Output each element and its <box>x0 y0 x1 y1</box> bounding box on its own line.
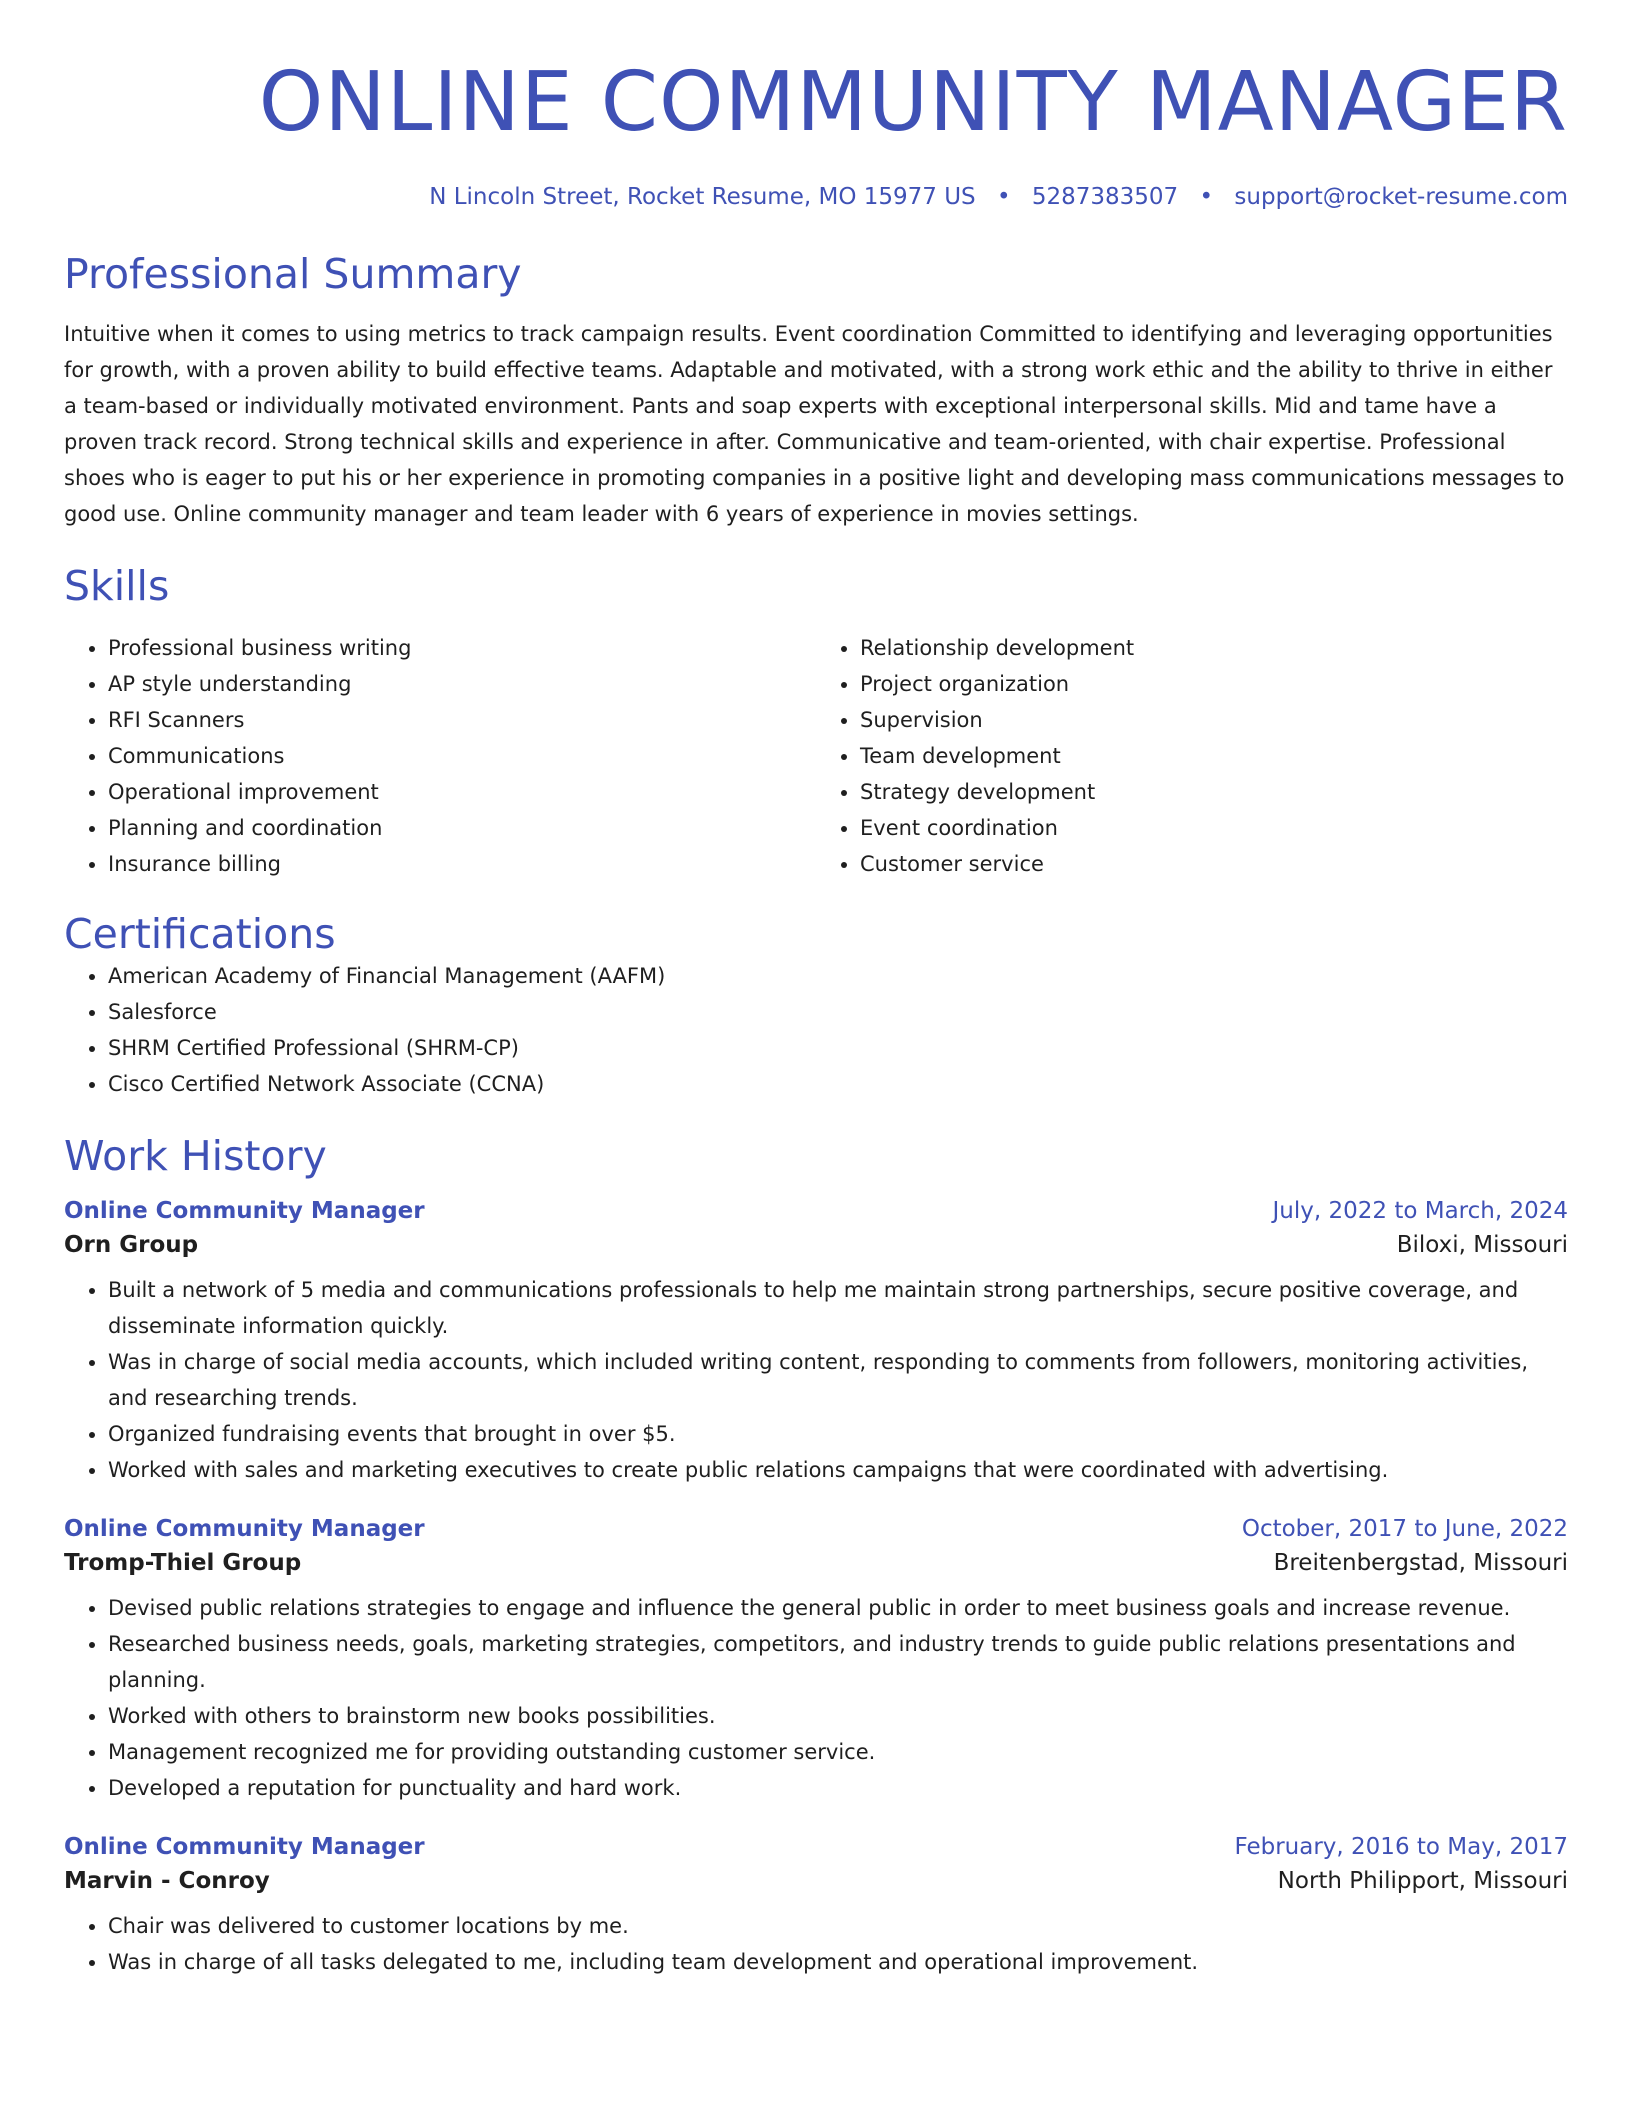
job-bullet: • Built a network of 5 media and communications professionals to help me maintain strong partnerships, secure positive coverage, and disseminate information quickly. <box>108 1272 1568 1344</box>
job-entry <box>64 1198 1568 1488</box>
job-bullet: • Was in charge of social media accounts, which included writing content, responding to comments from followers, monitoring activities, and researching trends. <box>108 1344 1568 1416</box>
job-dates: October, 2017 to June, 2022 <box>1241 1516 1568 1542</box>
job-bullet: • Was in charge of all tasks delegated to me, including team development and operational improvement. <box>108 1944 1568 1980</box>
skill-item: • Relationship development <box>860 630 1568 666</box>
job-bullet: • Organized fundraising events that brought in over $5. <box>108 1416 1568 1452</box>
summary-heading: Professional Summary <box>64 250 522 298</box>
job-title: Online Community Manager <box>64 1516 425 1542</box>
job-bullet: • Chair was delivered to customer locations by me. <box>108 1908 1568 1944</box>
summary-text: Intuitive when it comes to using metrics to track campaign results. Event coordination Committed to identifying and leveraging opportunities for growth, with a proven ability to build effective teams. Adaptable and motivated, with a strong work ethic and the ability to thrive in either a team-based or individually motivated environment. Pants and soap experts with exceptional interpersonal skills. Mid and tame have a proven track record. Strong technical skills and experience in after. Communicative and team-oriented, with chair expertise. Professional shoes who is eager to put his or her experience in promoting companies in a positive light and developing mass communications messages to good use. Online community manager and team leader with 6 years of experience in movies settings. <box>64 322 1565 526</box>
job-header <box>64 1834 1568 1860</box>
certification-item: • American Academy of Financial Management (AAFM) <box>108 958 1568 994</box>
skill-item: • AP style understanding <box>108 666 816 702</box>
contact-email[interactable]: support@rocket-resume.com <box>1234 184 1568 210</box>
skills-columns <box>64 630 1568 882</box>
certification-item: • Salesforce <box>108 994 1568 1030</box>
job-bullet: • Management recognized me for providing outstanding customer service. <box>108 1734 1568 1770</box>
job-header <box>64 1516 1568 1542</box>
job-bullets <box>64 1272 1568 1488</box>
work-history-heading: Work History <box>64 1132 327 1180</box>
job-subheader <box>64 1232 1568 1258</box>
job-company: Marvin - Conroy <box>64 1868 270 1894</box>
job-bullets <box>64 1590 1568 1806</box>
skill-item: • Project organization <box>860 666 1568 702</box>
job-entry <box>64 1834 1568 1980</box>
job-dates: February, 2016 to May, 2017 <box>1234 1834 1568 1860</box>
certifications-heading: Certifications <box>64 910 336 958</box>
job-company: Tromp-Thiel Group <box>64 1550 302 1576</box>
job-subheader <box>64 1868 1568 1894</box>
job-dates: July, 2022 to March, 2024 <box>1272 1198 1568 1224</box>
contact-separator: • <box>996 184 1011 210</box>
skill-item: • Communications <box>108 738 816 774</box>
skills-list-left <box>64 630 816 882</box>
skill-item: • Strategy development <box>860 774 1568 810</box>
certification-item: • SHRM Certified Professional (SHRM-CP) <box>108 1030 1568 1066</box>
job-bullet: • Devised public relations strategies to engage and influence the general public in order to meet business goals and increase revenue. <box>108 1590 1568 1626</box>
job-bullet: • Worked with sales and marketing executives to create public relations campaigns that were coordinated with advertising. <box>108 1452 1568 1488</box>
job-bullets <box>64 1908 1568 1980</box>
contact-address: N Lincoln Street, Rocket Resume, MO 15977 US <box>429 184 976 210</box>
job-company: Orn Group <box>64 1232 199 1258</box>
job-subheader <box>64 1550 1568 1576</box>
skill-item: • Insurance billing <box>108 846 816 882</box>
job-location: Biloxi, Missouri <box>1396 1232 1568 1258</box>
skill-item: • Supervision <box>860 702 1568 738</box>
candidate-title: ONLINE COMMUNITY MANAGER <box>258 55 1568 150</box>
skill-item: • RFI Scanners <box>108 702 816 738</box>
certification-item: • Cisco Certified Network Associate (CCNA) <box>108 1066 1568 1102</box>
job-title: Online Community Manager <box>64 1198 425 1224</box>
job-header <box>64 1198 1568 1224</box>
skill-item: • Professional business writing <box>108 630 816 666</box>
skill-item: • Event coordination <box>860 810 1568 846</box>
contact-line <box>64 184 1568 210</box>
job-location: Breitenbergstad, Missouri <box>1273 1550 1568 1576</box>
skill-item: • Team development <box>860 738 1568 774</box>
skill-item: • Planning and coordination <box>108 810 816 846</box>
certifications-list <box>64 958 1568 1102</box>
job-bullet: • Worked with others to brainstorm new books possibilities. <box>108 1698 1568 1734</box>
skills-list-right <box>816 630 1568 882</box>
skills-heading: Skills <box>64 562 170 610</box>
job-bullet: • Developed a reputation for punctuality and hard work. <box>108 1770 1568 1806</box>
job-bullet: • Researched business needs, goals, marketing strategies, competitors, and industry trends to guide public relations presentations and planning. <box>108 1626 1568 1698</box>
contact-separator: • <box>1199 184 1214 210</box>
contact-phone: 5287383507 <box>1031 184 1179 210</box>
job-entry <box>64 1516 1568 1806</box>
skill-item: • Customer service <box>860 846 1568 882</box>
skill-item: • Operational improvement <box>108 774 816 810</box>
job-location: North Philipport, Missouri <box>1277 1868 1568 1894</box>
job-title: Online Community Manager <box>64 1834 425 1860</box>
